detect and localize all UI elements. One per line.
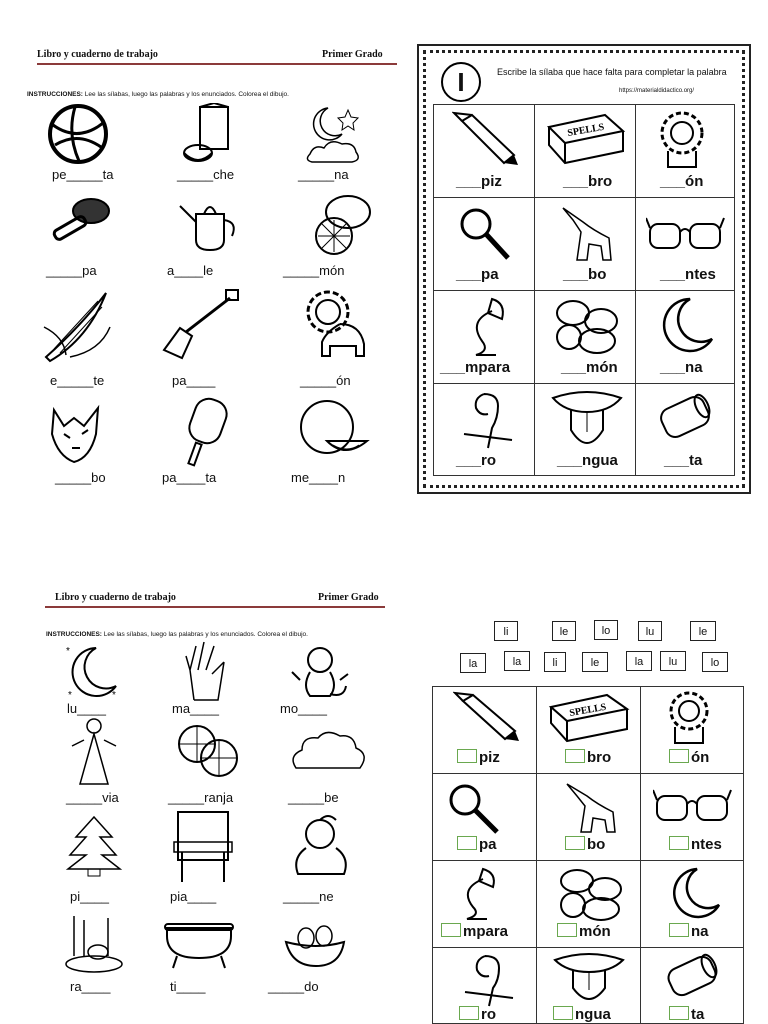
baby-image xyxy=(290,812,360,882)
cell-parrot xyxy=(432,947,537,1024)
syllable-chip[interactable]: le xyxy=(582,652,608,672)
cell-tongue xyxy=(536,947,641,1024)
cell-glasses xyxy=(640,773,744,861)
syllable-chip[interactable]: lu xyxy=(638,621,662,641)
answer-box[interactable] xyxy=(457,749,477,763)
word-10: ra____ xyxy=(70,979,111,994)
moon-icon xyxy=(660,295,716,355)
word-5: _____ranja xyxy=(168,790,234,805)
svg-text:*: * xyxy=(66,646,70,657)
cell-wolf xyxy=(534,197,636,291)
cell-word: mpara xyxy=(441,923,508,940)
word-9: _____ón xyxy=(300,373,351,388)
lemons-icon xyxy=(547,295,627,357)
tongue-icon xyxy=(549,388,625,450)
word-5: a____le xyxy=(167,263,214,278)
header-right: Primer Grado xyxy=(322,49,383,60)
syllable-chip[interactable]: la xyxy=(626,651,652,671)
lamp-icon xyxy=(462,295,512,357)
popsicle-image xyxy=(178,395,238,471)
word-8: pia____ xyxy=(170,889,217,904)
bride-image xyxy=(66,716,122,788)
soda-can-icon xyxy=(654,392,720,446)
magnifier-icon xyxy=(445,780,505,836)
word-6: _____món xyxy=(283,263,345,278)
book-label: SPELLS xyxy=(566,121,606,140)
cell-moon xyxy=(635,290,735,384)
instruction-text: Escribe la sílaba que hace falta para completar la palabra xyxy=(497,67,727,77)
word-9: _____ne xyxy=(283,889,334,904)
word-7: pi____ xyxy=(70,889,110,904)
teapot-image xyxy=(178,192,244,256)
lion-image xyxy=(304,288,374,360)
answer-box[interactable] xyxy=(669,923,689,937)
instructions xyxy=(27,91,289,98)
cell-book xyxy=(536,686,641,774)
svg-text:*: * xyxy=(112,690,116,701)
cell-word: ___ngua xyxy=(557,452,618,469)
pencil-icon xyxy=(453,691,523,745)
syllable-chip[interactable]: lu xyxy=(660,651,686,671)
lion-icon xyxy=(659,689,725,747)
cloud-image xyxy=(288,728,370,776)
word-6: _____be xyxy=(288,790,339,805)
word-2: ma____ xyxy=(172,701,219,716)
cell-tongue xyxy=(534,383,636,476)
pine-tree-image xyxy=(64,815,124,877)
magnifier-icon xyxy=(456,204,516,264)
cell-word: piz xyxy=(457,749,500,766)
header-rule xyxy=(45,606,385,608)
cell-lion xyxy=(640,686,744,774)
word-1: lu____ xyxy=(67,701,107,716)
answer-box[interactable] xyxy=(441,923,461,937)
syllable-chip[interactable]: lo xyxy=(594,620,618,640)
tongue-icon xyxy=(551,950,627,1006)
moon-image xyxy=(62,642,124,702)
frog-pond-image xyxy=(64,912,126,974)
header-rule xyxy=(37,63,397,65)
howling-wolf-icon xyxy=(557,778,623,836)
cell-word: pa xyxy=(457,836,497,853)
cell-word: ___ro xyxy=(456,452,497,469)
cell-glasses xyxy=(635,197,735,291)
number-badge: I xyxy=(441,62,481,102)
moon-icon xyxy=(667,865,723,921)
syllable-chip[interactable]: li xyxy=(544,652,566,672)
instructions-label: INSTRUCCIONES: xyxy=(27,91,83,98)
cell-word: ngua xyxy=(553,1006,611,1023)
cell-word: ro xyxy=(459,1006,496,1023)
cell-word: ___na xyxy=(660,359,703,376)
cell-magnifier xyxy=(432,773,537,861)
answer-box[interactable] xyxy=(669,749,689,763)
instructions-text: Lee las sílabas, luego las palabras y los enunciados. Colorea el dibujo. xyxy=(82,91,289,98)
cell-lemons xyxy=(534,290,636,384)
cell-word: bo xyxy=(565,836,605,853)
cell-word: ___ón xyxy=(660,173,704,190)
cell-word: ta xyxy=(669,1006,704,1023)
word-8: pa____ xyxy=(172,373,216,388)
answer-box[interactable] xyxy=(565,749,585,763)
instructions-label: INSTRUCCIONES: xyxy=(46,631,102,638)
cell-book xyxy=(534,104,636,198)
word-3: _____na xyxy=(298,167,349,182)
syllable-chip[interactable]: lo xyxy=(702,652,728,672)
melon-image xyxy=(297,397,371,463)
word-11: pa____ta xyxy=(162,470,217,485)
hand-image xyxy=(180,640,234,704)
cell-moon xyxy=(640,860,744,948)
lion-icon xyxy=(652,109,718,171)
bathtub-image xyxy=(163,916,235,972)
night-moon-image xyxy=(302,100,368,166)
monkey-image xyxy=(290,644,352,704)
cell-word: bro xyxy=(565,749,611,766)
cell-word: ___mpara xyxy=(440,359,511,376)
cell-word: ___piz xyxy=(456,173,502,190)
cell-word: na xyxy=(669,923,709,940)
wolf-image xyxy=(44,400,110,466)
word-grid xyxy=(433,104,735,476)
cell-word: ___ta xyxy=(664,452,703,469)
cell-can xyxy=(635,383,735,476)
cell-word: món xyxy=(557,923,611,940)
book-label: SPELLS xyxy=(568,701,608,720)
word-4: _____via xyxy=(66,790,119,805)
syllable-chip[interactable]: la xyxy=(504,651,530,671)
answer-box[interactable] xyxy=(459,1006,479,1020)
cell-word: ___bo xyxy=(563,266,607,283)
cell-pencil xyxy=(433,104,535,198)
answer-box[interactable] xyxy=(557,923,577,937)
syllable-chip[interactable]: le xyxy=(552,621,576,641)
cell-lion xyxy=(635,104,735,198)
source-url: https://materialdidactico.org/ xyxy=(619,88,695,94)
milk-image xyxy=(180,103,246,165)
answer-box[interactable] xyxy=(669,836,689,850)
word-1: pe_____ta xyxy=(52,167,114,182)
piano-image xyxy=(170,808,236,884)
shovel-image xyxy=(160,288,242,360)
word-10: _____bo xyxy=(55,470,106,485)
parrot-icon xyxy=(461,950,517,1008)
orange-image xyxy=(175,722,241,780)
header-left: Libro y cuaderno de trabajo xyxy=(37,49,158,60)
word-7: e_____te xyxy=(50,373,105,388)
word-12: me____n xyxy=(291,470,346,485)
glasses-icon xyxy=(653,784,733,828)
cell-word: ón xyxy=(669,749,709,766)
answer-box[interactable] xyxy=(553,1006,573,1020)
cell-word: ___món xyxy=(561,359,618,376)
corn-image xyxy=(40,287,112,363)
instructions xyxy=(46,631,308,638)
cell-word: ___pa xyxy=(456,266,499,283)
answer-box[interactable] xyxy=(457,836,477,850)
cell-wolf xyxy=(536,773,641,861)
cell-word: ___bro xyxy=(563,173,613,190)
answer-box[interactable] xyxy=(669,1006,689,1020)
cell-parrot xyxy=(433,383,535,476)
lamp-icon xyxy=(453,865,509,921)
svg-text:*: * xyxy=(68,690,72,701)
soda-can-icon xyxy=(661,952,727,1004)
word-3: mo____ xyxy=(280,701,327,716)
magnifier-image xyxy=(47,193,113,253)
syllable-chip[interactable]: li xyxy=(494,621,518,641)
lemons-icon xyxy=(551,865,631,923)
syllable-chip[interactable]: le xyxy=(690,621,716,641)
cell-magnifier xyxy=(433,197,535,291)
ball-image xyxy=(45,103,111,165)
header-right: Primer Grado xyxy=(318,592,379,603)
answer-box[interactable] xyxy=(565,836,585,850)
cell-word: ntes xyxy=(669,836,722,853)
nest-image xyxy=(282,914,348,970)
word-12: _____do xyxy=(268,979,319,994)
instructions-text: Lee las sílabas, luego las palabras y los enunciados. Colorea el dibujo. xyxy=(101,631,308,638)
howling-wolf-icon xyxy=(553,202,619,264)
word-2: _____che xyxy=(177,167,235,182)
header-left: Libro y cuaderno de trabajo xyxy=(55,592,176,603)
word-grid xyxy=(432,686,744,1024)
glasses-icon xyxy=(646,212,726,256)
cell-word: ___ntes xyxy=(660,266,716,283)
book-icon xyxy=(547,691,631,747)
word-4: _____pa xyxy=(46,263,97,278)
worksheet-top-right xyxy=(417,44,751,494)
word-11: ti____ xyxy=(170,979,206,994)
lemon-image xyxy=(310,190,374,258)
book-icon xyxy=(545,111,627,171)
cell-lemons xyxy=(536,860,641,948)
parrot-icon xyxy=(460,388,516,452)
cell-lamp xyxy=(432,860,537,948)
cell-can xyxy=(640,947,744,1024)
cell-lamp xyxy=(433,290,535,384)
cell-pencil xyxy=(432,686,537,774)
syllable-chip[interactable]: la xyxy=(460,653,486,673)
pencil-icon xyxy=(452,111,522,171)
